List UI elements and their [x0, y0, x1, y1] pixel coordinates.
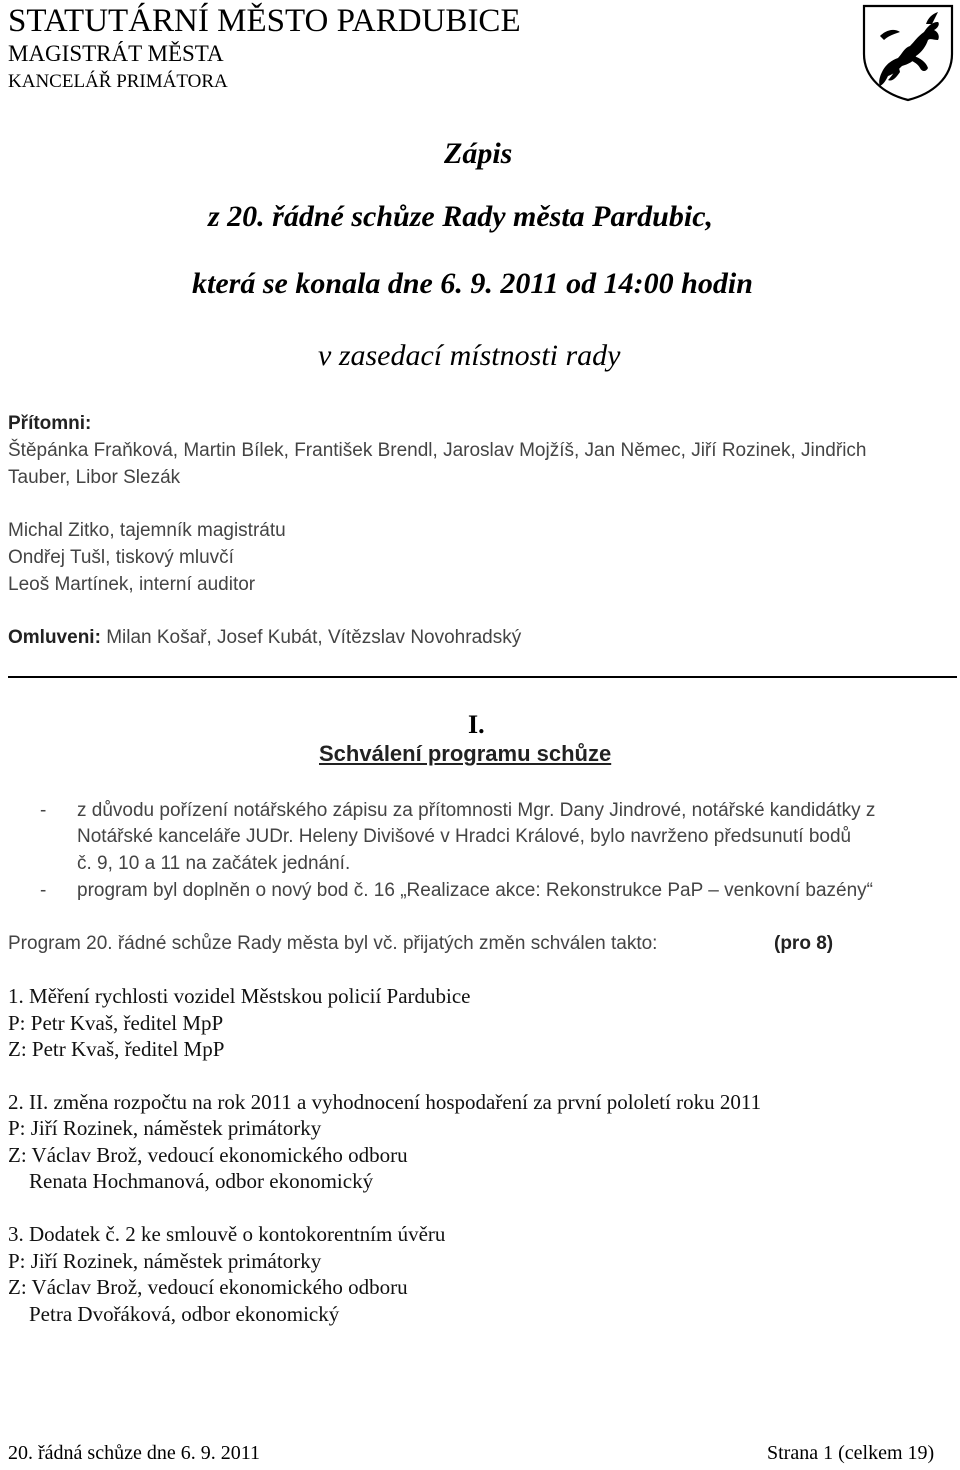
approval-text: Program 20. řádné schůze Rady města byl vč. přijatých změn schválen takto: [8, 933, 658, 954]
vote-result: (pro 8) [774, 933, 834, 954]
program-item-line: Renata Hochmanová, odbor ekonomický [8, 1169, 374, 1193]
department-name: KANCELÁŘ PRIMÁTORA [8, 71, 228, 92]
program-item-line: Z: Petr Kvaš, ředitel MpP [8, 1037, 225, 1061]
program-item-line: P: Jiří Rozinek, náměstek primátorky [8, 1116, 322, 1140]
bullet-line: program byl doplněn o nový bod č. 16 „Realizace akce: Rekonstrukce PaP – venkovní bazény“ [77, 880, 873, 901]
program-item-line: P: Petr Kvaš, ředitel MpP [8, 1011, 224, 1035]
bullet-line: z důvodu pořízení notářského zápisu za přítomnosti Mgr. Dany Jindrové, notářské kandidátky z [77, 800, 876, 821]
meeting-title: z 20. řádné schůze Rady města Pardubic, [208, 200, 714, 233]
page-number: Strana 1 (celkem 19) [767, 1442, 935, 1464]
excused-list: Milan Košař, Josef Kubát, Vítězslav Novohradský [106, 627, 522, 648]
city-name: STATUTÁRNÍ MĚSTO PARDUBICE [8, 3, 521, 39]
present-label: Přítomni: [8, 413, 92, 434]
meeting-date: která se konala dne 6. 9. 2011 od 14:00 hodin [192, 267, 753, 300]
footer-meeting: 20. řádná schůze dne 6. 9. 2011 [8, 1442, 260, 1464]
other-attendee: Ondřej Tušl, tiskový mluvčí [8, 547, 234, 568]
document-heading: Zápis [444, 137, 513, 170]
excused-row [8, 624, 521, 651]
excused-label: Omluveni: [8, 627, 101, 648]
section-number: I. [468, 710, 485, 739]
other-attendee: Leoš Martínek, interní auditor [8, 574, 256, 595]
section-title: Schválení programu schůze [319, 741, 612, 766]
program-item-title: 2. II. změna rozpočtu na rok 2011 a vyhodnocení hospodaření za první pololetí roku 2011 [8, 1090, 762, 1114]
bullet-marker: - [40, 800, 47, 821]
divider [8, 676, 957, 678]
program-item-line: Petra Dvořáková, odbor ekonomický [8, 1302, 340, 1326]
bullet-line: Notářské kanceláře JUDr. Heleny Divišové v Hradci Králové, bylo navrženo předsunutí bodů [77, 826, 852, 847]
program-item-line: P: Jiří Rozinek, náměstek primátorky [8, 1249, 322, 1273]
program-item-line: Z: Václav Brož, vedoucí ekonomického odboru [8, 1143, 408, 1167]
program-item-title: 3. Dodatek č. 2 ke smlouvě o kontokorentním úvěru [8, 1222, 446, 1246]
present-list-line: Štěpánka Fraňková, Martin Bílek, František Brendl, Jaroslav Mojžíš, Jan Němec, Jiří Rozinek, Jindřich [8, 440, 867, 461]
meeting-place: v zasedací místnosti rady [318, 339, 621, 372]
program-item-title: 1. Měření rychlosti vozidel Městskou policií Pardubice [8, 984, 471, 1008]
present-list-line: Tauber, Libor Slezák [8, 467, 181, 488]
bullet-marker: - [40, 880, 47, 901]
other-attendee: Michal Zitko, tajemník magistrátu [8, 520, 286, 541]
coat-of-arms-icon [858, 2, 958, 102]
bullet-line: č. 9, 10 a 11 na začátek jednání. [77, 853, 351, 874]
program-item-line: Z: Václav Brož, vedoucí ekonomického odboru [8, 1275, 408, 1299]
office-name: MAGISTRÁT MĚSTA [8, 41, 224, 66]
